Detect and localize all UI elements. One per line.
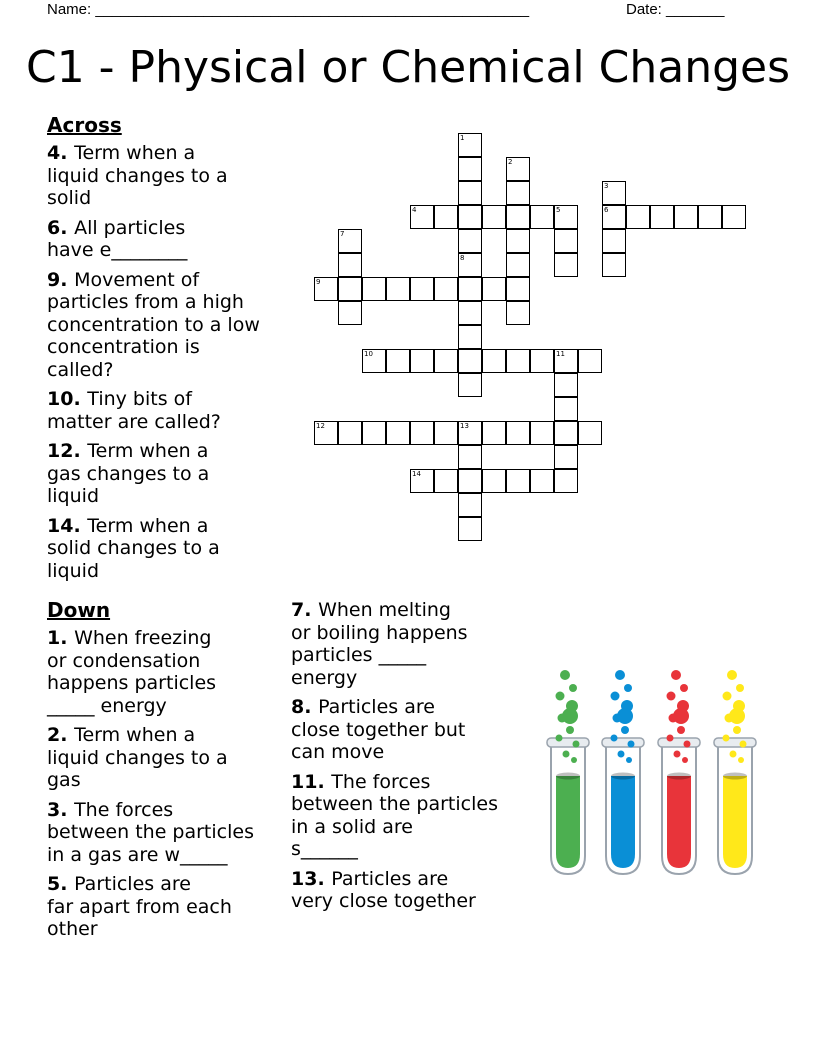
- cell-number: 11: [556, 350, 565, 358]
- grid-cell[interactable]: [338, 301, 362, 325]
- cell-number: 5: [556, 206, 561, 214]
- grid-cell[interactable]: [530, 469, 554, 493]
- down-clue-list-right: [291, 599, 531, 920]
- clue-down-1: 1. When freezing or condensation happens particles _____ energy: [47, 627, 217, 717]
- red-bubble: [674, 751, 681, 758]
- grid-cell[interactable]: [458, 493, 482, 517]
- cell-number: 10: [364, 350, 373, 358]
- across-heading: Across: [47, 113, 122, 137]
- grid-cell[interactable]: [506, 229, 530, 253]
- red-bubble: [680, 684, 688, 692]
- grid-cell[interactable]: [338, 229, 362, 253]
- blue-bubble: [628, 741, 635, 748]
- yellow-bubble: [729, 708, 745, 724]
- grid-cell[interactable]: [458, 277, 482, 301]
- grid-cell[interactable]: [458, 301, 482, 325]
- across-clue-list: [47, 142, 287, 589]
- grid-cell[interactable]: [458, 421, 482, 445]
- red-bubble: [682, 757, 688, 763]
- blue-liquid: [611, 776, 635, 868]
- clue-down-3: 3. The forces between the particles in a gas are w_____: [47, 798, 254, 866]
- clue-number: 8: [291, 696, 305, 718]
- yellow-liquid: [723, 776, 747, 868]
- blue-bubble: [611, 735, 618, 742]
- green-bubble: [571, 757, 577, 763]
- grid-cell[interactable]: [458, 517, 482, 541]
- cell-number: 13: [460, 422, 469, 430]
- grid-cell[interactable]: [506, 253, 530, 277]
- green-bubble: [556, 735, 563, 742]
- grid-cell[interactable]: [506, 277, 530, 301]
- grid-cell[interactable]: [698, 205, 722, 229]
- green-bubble: [569, 684, 577, 692]
- grid-cell[interactable]: [458, 229, 482, 253]
- clue-text: Term when a liquid changes to a gas: [47, 724, 228, 791]
- clue-number: 13: [291, 867, 318, 890]
- grid-cell[interactable]: [410, 349, 434, 373]
- grid-cell[interactable]: [650, 205, 674, 229]
- grid-cell[interactable]: [410, 469, 434, 493]
- yellow-liquid-surface: [723, 773, 747, 780]
- green-bubble: [573, 741, 580, 748]
- grid-cell[interactable]: [506, 205, 530, 229]
- grid-cell[interactable]: [458, 349, 482, 373]
- yellow-bubble: [723, 735, 730, 742]
- clue-text: When melting or boiling happens particles _____ energy: [291, 599, 468, 689]
- blue-bubble: [617, 708, 633, 724]
- down-heading: Down: [47, 598, 111, 622]
- cell-number: 8: [460, 254, 465, 262]
- grid-cell[interactable]: [314, 421, 338, 445]
- yellow-test-tube-lip: [714, 738, 756, 747]
- clue-number: 7: [291, 599, 305, 621]
- clue-number: 10: [47, 388, 74, 410]
- grid-cell[interactable]: [674, 205, 698, 229]
- red-bubble: [671, 670, 681, 680]
- grid-cell[interactable]: [554, 229, 578, 253]
- grid-cell[interactable]: [554, 421, 578, 445]
- clue-number: 4: [47, 142, 61, 164]
- yellow-bubble: [733, 726, 741, 734]
- test-tubes-illustration: [538, 660, 758, 880]
- grid-cell[interactable]: [602, 181, 626, 205]
- green-test-tube-lip: [547, 738, 589, 747]
- grid-cell[interactable]: [554, 469, 578, 493]
- grid-cell[interactable]: [602, 205, 626, 229]
- grid-cell[interactable]: [482, 469, 506, 493]
- grid-cell[interactable]: [434, 205, 458, 229]
- grid-cell[interactable]: [386, 349, 410, 373]
- cell-number: 12: [316, 422, 325, 430]
- name-line: Name: ____________________________________________________: [47, 1, 530, 18]
- grid-cell[interactable]: [458, 445, 482, 469]
- green-bubble: [566, 726, 574, 734]
- grid-cell[interactable]: [506, 349, 530, 373]
- grid-cell[interactable]: [458, 181, 482, 205]
- yellow-bubble: [727, 670, 737, 680]
- date-line: Date: _______: [626, 1, 725, 18]
- grid-cell[interactable]: [506, 157, 530, 181]
- green-bubble: [560, 670, 570, 680]
- blue-bubble: [626, 757, 632, 763]
- yellow-bubble: [740, 741, 747, 748]
- clue-number: 3: [47, 798, 61, 821]
- clue-down-5: 5. Particles are far apart from each other: [47, 873, 232, 940]
- grid-cell[interactable]: [722, 205, 746, 229]
- grid-cell[interactable]: [602, 253, 626, 277]
- blue-liquid-surface: [611, 773, 635, 780]
- grid-cell[interactable]: [458, 253, 482, 277]
- clue-number: 6: [47, 216, 61, 239]
- grid-cell[interactable]: [554, 445, 578, 469]
- clue-text: When freezing or condensation happens particles _____ energy: [47, 627, 217, 717]
- clue-text: Particles are very close together: [291, 867, 476, 912]
- grid-cell[interactable]: [554, 349, 578, 373]
- grid-cell[interactable]: [410, 421, 434, 445]
- cell-number: 4: [412, 206, 417, 214]
- clue-number: 1: [47, 627, 61, 649]
- grid-cell[interactable]: [386, 421, 410, 445]
- grid-cell[interactable]: [362, 349, 386, 373]
- red-bubble: [684, 741, 691, 748]
- clue-number: 2: [47, 724, 61, 746]
- grid-cell[interactable]: [386, 277, 410, 301]
- grid-cell[interactable]: [578, 421, 602, 445]
- grid-cell[interactable]: [434, 421, 458, 445]
- red-bubble: [667, 735, 674, 742]
- grid-cell[interactable]: [554, 253, 578, 277]
- blue-bubble: [624, 684, 632, 692]
- clue-text: Term when a gas changes to a liquid: [47, 440, 210, 507]
- blue-bubble: [611, 692, 620, 701]
- grid-cell[interactable]: [410, 205, 434, 229]
- grid-cell[interactable]: [554, 397, 578, 421]
- clue-number: 11: [291, 770, 318, 793]
- clue-across-10: 10. Tiny bits of matter are called?: [47, 388, 221, 433]
- grid-cell[interactable]: [506, 469, 530, 493]
- grid-cell[interactable]: [338, 253, 362, 277]
- green-liquid-surface: [556, 773, 580, 780]
- clue-text: All particles have e________: [47, 216, 188, 261]
- green-liquid: [556, 776, 580, 868]
- clue-text: Term when a solid changes to a liquid: [47, 514, 220, 582]
- clue-down-13: 13. Particles are very close together: [291, 867, 476, 912]
- grid-cell[interactable]: [506, 181, 530, 205]
- grid-cell[interactable]: [482, 349, 506, 373]
- clue-number: 5: [47, 873, 61, 895]
- red-liquid-surface: [667, 773, 691, 780]
- grid-cell[interactable]: [458, 205, 482, 229]
- clue-across-9: 9. Movement of particles from a high concentration to a low concentration is called?: [47, 268, 260, 381]
- grid-cell[interactable]: [554, 373, 578, 397]
- clue-across-4: 4. Term when a liquid changes to a solid: [47, 142, 228, 209]
- grid-cell[interactable]: [602, 229, 626, 253]
- grid-cell[interactable]: [362, 421, 386, 445]
- grid-cell[interactable]: [362, 277, 386, 301]
- clue-number: 12: [47, 440, 74, 462]
- yellow-bubble: [723, 692, 732, 701]
- red-bubble: [673, 708, 689, 724]
- grid-cell[interactable]: [458, 469, 482, 493]
- clue-down-7: 7. When melting or boiling happens particles _____ energy: [291, 599, 468, 689]
- grid-cell[interactable]: [458, 325, 482, 349]
- green-bubble: [563, 751, 570, 758]
- grid-cell[interactable]: [482, 277, 506, 301]
- clue-across-12: 12. Term when a gas changes to a liquid: [47, 440, 210, 507]
- clue-number: 14: [47, 514, 74, 537]
- cell-number: 7: [340, 230, 345, 238]
- green-bubble: [562, 708, 578, 724]
- page-title: C1 - Physical or Chemical Changes: [25, 42, 791, 93]
- clue-text: Particles are close together but can move: [291, 696, 466, 763]
- cell-number: 6: [604, 206, 609, 214]
- grid-cell[interactable]: [434, 469, 458, 493]
- red-test-tube-lip: [658, 738, 700, 747]
- grid-cell[interactable]: [554, 205, 578, 229]
- clue-down-2: 2. Term when a liquid changes to a gas: [47, 724, 228, 791]
- cell-number: 2: [508, 158, 513, 166]
- red-bubble: [677, 726, 685, 734]
- green-bubble: [556, 692, 565, 701]
- grid-cell[interactable]: [410, 277, 434, 301]
- clue-across-6: 6. All particles have e________: [47, 216, 188, 261]
- clue-down-8: 8. Particles are close together but can move: [291, 696, 466, 763]
- clue-text: The forces between the particles in a solid are s______: [291, 770, 498, 860]
- cell-number: 1: [460, 134, 465, 142]
- cell-number: 9: [316, 278, 321, 286]
- clue-number: 9: [47, 268, 61, 291]
- grid-cell[interactable]: [530, 205, 554, 229]
- clue-text: The forces between the particles in a gas are w_____: [47, 798, 254, 866]
- red-bubble: [667, 692, 676, 701]
- clue-text: Particles are far apart from each other: [47, 873, 232, 940]
- cell-number: 3: [604, 182, 609, 190]
- grid-cell[interactable]: [530, 421, 554, 445]
- grid-cell[interactable]: [458, 133, 482, 157]
- grid-cell[interactable]: [626, 205, 650, 229]
- cell-number: 14: [412, 470, 421, 478]
- grid-cell[interactable]: [314, 277, 338, 301]
- clue-text: Tiny bits of matter are called?: [47, 388, 221, 433]
- yellow-bubble: [736, 684, 744, 692]
- blue-test-tube-lip: [602, 738, 644, 747]
- clue-text: Movement of particles from a high concentration to a low concentration is called?: [47, 268, 260, 381]
- grid-cell[interactable]: [434, 277, 458, 301]
- grid-cell[interactable]: [458, 373, 482, 397]
- clue-text: Term when a liquid changes to a solid: [47, 142, 228, 209]
- grid-cell[interactable]: [458, 157, 482, 181]
- blue-bubble: [621, 726, 629, 734]
- red-liquid: [667, 776, 691, 868]
- grid-cell[interactable]: [578, 349, 602, 373]
- grid-cell[interactable]: [482, 421, 506, 445]
- grid-cell[interactable]: [506, 421, 530, 445]
- grid-cell[interactable]: [482, 205, 506, 229]
- yellow-bubble: [730, 751, 737, 758]
- blue-bubble: [615, 670, 625, 680]
- yellow-bubble: [738, 757, 744, 763]
- grid-cell[interactable]: [338, 277, 362, 301]
- clue-down-11: 11. The forces between the particles in a solid are s______: [291, 770, 498, 860]
- grid-cell[interactable]: [434, 349, 458, 373]
- blue-bubble: [618, 751, 625, 758]
- grid-cell[interactable]: [338, 421, 362, 445]
- grid-cell[interactable]: [506, 301, 530, 325]
- clue-across-14: 14. Term when a solid changes to a liquid: [47, 514, 220, 582]
- down-clue-list-left: [47, 627, 287, 948]
- grid-cell[interactable]: [530, 349, 554, 373]
